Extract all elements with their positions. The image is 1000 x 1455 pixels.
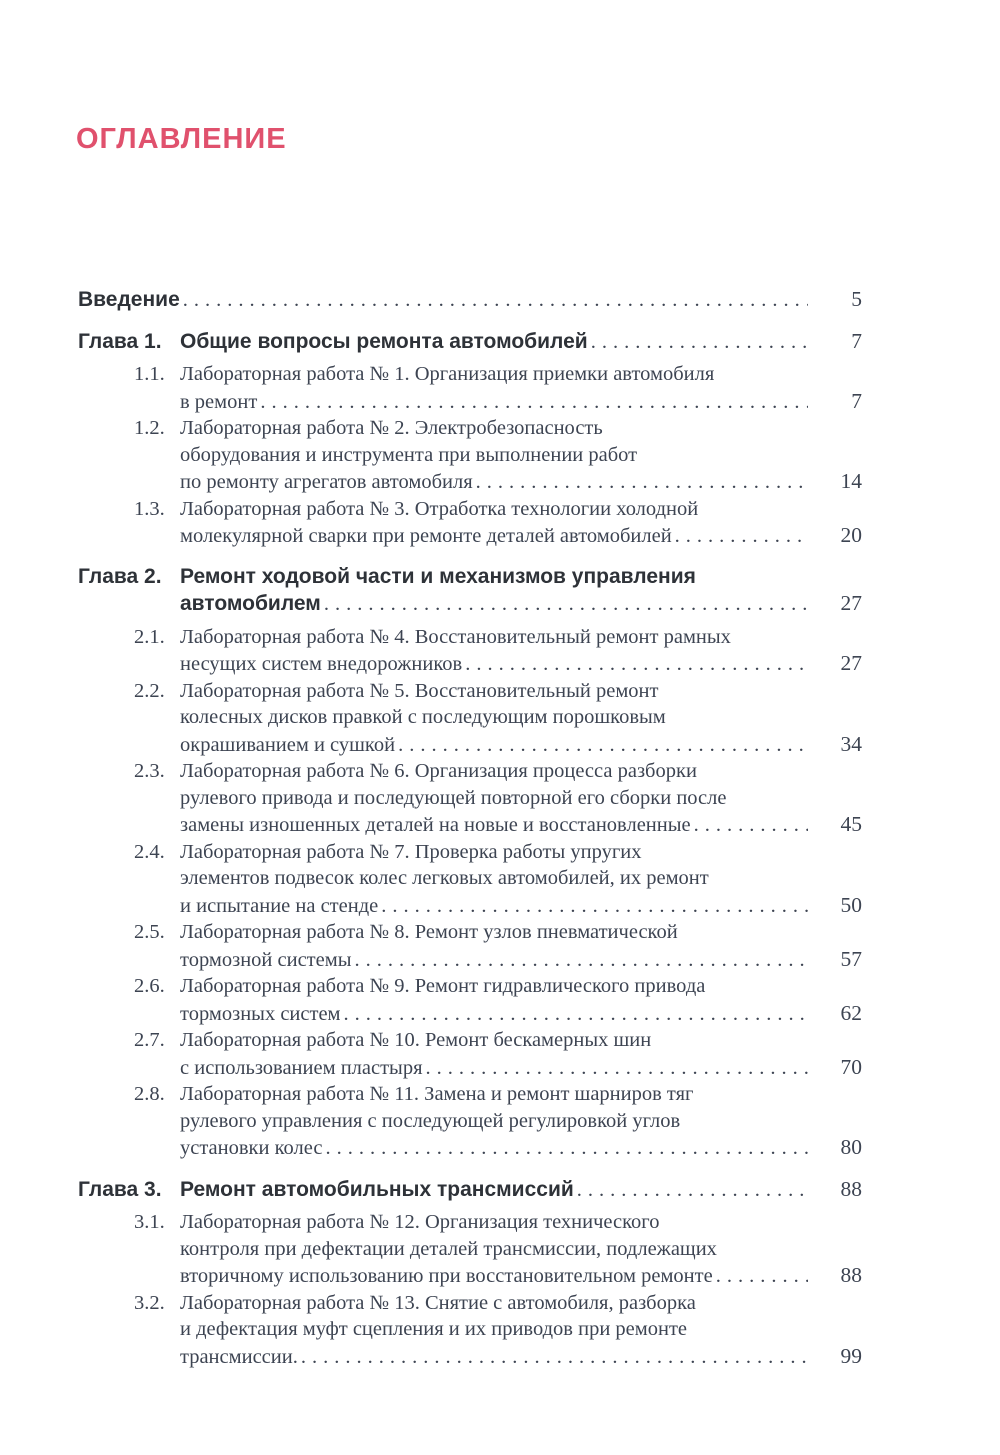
entry-number: 2.4. xyxy=(134,840,165,863)
entry-text: рулевого управления с последующей регулировкой углов xyxy=(180,1109,681,1132)
dot-leader xyxy=(426,1055,808,1082)
dot-leader xyxy=(476,469,808,496)
entry-text: Лабораторная работа № 10. Ремонт бескамерных шин xyxy=(180,1029,652,1051)
dot-leader xyxy=(381,893,808,920)
toc-line xyxy=(78,564,862,591)
entry-number: 2.1. xyxy=(134,625,165,648)
toc-line xyxy=(78,1262,862,1290)
toc-line xyxy=(78,758,862,785)
page-number: 27 xyxy=(840,591,862,615)
toc-line xyxy=(78,388,862,416)
toc-list xyxy=(78,286,862,1370)
toc-line xyxy=(78,678,862,705)
toc-line xyxy=(78,1081,862,1108)
entry-text: контроля при дефектации деталей трансмиссии, подлежащих xyxy=(180,1237,717,1260)
entry-number: 3.2. xyxy=(134,1291,165,1314)
dot-leader xyxy=(591,329,808,356)
entry-number: Глава 2. xyxy=(78,564,162,588)
toc-line xyxy=(78,1027,862,1054)
page-number: 34 xyxy=(840,731,862,756)
entry-number: 1.1. xyxy=(134,363,165,385)
entry-text: тормозных систем xyxy=(180,1002,341,1025)
page-number: 7 xyxy=(851,328,862,353)
entry-text: Лабораторная работа № 11. Замена и ремонт шарниров тяг xyxy=(180,1083,694,1105)
entry-number: 2.3. xyxy=(134,760,165,782)
toc-line xyxy=(78,442,862,469)
entry-number: 2.7. xyxy=(134,1029,165,1051)
toc-line xyxy=(78,811,862,839)
toc-line xyxy=(78,1108,862,1135)
toc-line xyxy=(78,919,862,946)
page-number: 50 xyxy=(840,892,862,917)
entry-text: Лабораторная работа № 2. Электробезопасность xyxy=(180,417,603,439)
page-number: 45 xyxy=(840,812,862,836)
toc-line xyxy=(78,1134,862,1162)
entry-text: вторичному использованию при восстановительном ремонте xyxy=(180,1265,713,1287)
entry-text: и испытание на стенде xyxy=(180,894,379,917)
entry-text: рулевого привода и последующей повторной его сборки после xyxy=(180,786,727,809)
entry-number: 1.2. xyxy=(134,417,165,439)
toc-line xyxy=(78,624,862,651)
entry-number: 2.8. xyxy=(134,1083,165,1105)
entry-text: Лабораторная работа № 8. Ремонт узлов пневматической xyxy=(180,921,678,943)
toc-line xyxy=(78,361,862,388)
toc-line xyxy=(78,892,862,920)
entry-number: 1.3. xyxy=(134,497,165,520)
toc-entry-1 xyxy=(78,328,862,356)
dot-leader xyxy=(694,812,808,839)
toc-line xyxy=(78,839,862,866)
toc-line xyxy=(78,785,862,812)
entry-text: колесных дисков правкой с последующим порошковым xyxy=(180,706,666,728)
dot-leader xyxy=(260,389,808,416)
entry-text: замены изношенных деталей на новые и восстановленные xyxy=(180,814,691,836)
toc-entry-intro xyxy=(78,286,862,314)
toc-entry-22 xyxy=(78,678,862,759)
toc-entry-12 xyxy=(78,415,862,496)
toc-entry-13 xyxy=(78,496,862,550)
dot-leader xyxy=(324,591,808,618)
dot-leader xyxy=(716,1263,808,1290)
toc-line xyxy=(78,1176,862,1204)
dot-leader xyxy=(355,947,809,974)
toc-line xyxy=(78,1000,862,1028)
toc-entry-31 xyxy=(78,1209,862,1290)
page-number: 14 xyxy=(840,469,862,493)
toc-entry-3 xyxy=(78,1176,862,1204)
page-number: 80 xyxy=(840,1135,862,1159)
page-number: 20 xyxy=(840,523,862,547)
dot-leader xyxy=(301,1344,808,1371)
toc-line xyxy=(78,522,862,550)
toc-entry-26 xyxy=(78,973,862,1027)
page-number: 88 xyxy=(840,1176,862,1201)
toc-entry-28 xyxy=(78,1081,862,1162)
entry-text: Ремонт ходовой части и механизмов управления xyxy=(180,564,696,588)
entry-text: Лабораторная работа № 12. Организация технического xyxy=(180,1211,660,1233)
toc-entry-23 xyxy=(78,758,862,839)
toc-line xyxy=(78,1236,862,1263)
toc-line xyxy=(78,1343,862,1371)
dot-leader xyxy=(183,287,808,314)
toc-entry-21 xyxy=(78,624,862,678)
dot-leader xyxy=(465,651,808,678)
entry-text: с использованием пластыря xyxy=(180,1056,423,1079)
dot-leader xyxy=(398,732,808,759)
toc-line xyxy=(78,1054,862,1082)
entry-text: Лабораторная работа № 4. Восстановительный ремонт рамных xyxy=(180,625,731,648)
page-number: 5 xyxy=(851,287,862,311)
entry-number: Глава 1. xyxy=(78,329,162,353)
entry-number: 2.2. xyxy=(134,679,165,702)
entry-text: в ремонт xyxy=(180,390,258,413)
entry-text: Лабораторная работа № 13. Снятие с автомобиля, разборка xyxy=(180,1291,696,1314)
toc-line xyxy=(78,496,862,523)
entry-text: Лабораторная работа № 7. Проверка работы упругих xyxy=(180,840,642,863)
toc-entry-2 xyxy=(78,564,862,618)
toc-line xyxy=(78,590,862,618)
entry-text: несущих систем внедорожников xyxy=(180,653,463,675)
toc-entry-32 xyxy=(78,1290,862,1371)
entry-number: 3.1. xyxy=(134,1211,165,1233)
entry-text: и дефектация муфт сцепления и их приводов при ремонте xyxy=(180,1318,688,1340)
page-title: ОГЛАВЛЕНИЕ xyxy=(76,123,287,156)
toc-line xyxy=(78,286,862,314)
entry-text: Ремонт автомобильных трансмиссий xyxy=(180,1177,574,1201)
entry-text: Общие вопросы ремонта автомобилей xyxy=(180,329,588,353)
entry-text: автомобилем xyxy=(180,592,321,615)
toc-line xyxy=(78,731,862,759)
page-number: 57 xyxy=(840,946,862,971)
dot-leader xyxy=(344,1001,808,1028)
toc-entry-11 xyxy=(78,361,862,415)
toc-line xyxy=(78,1209,862,1236)
entry-text: установки колес xyxy=(180,1137,323,1159)
entry-text: Лабораторная работа № 6. Организация процесса разборки xyxy=(180,760,697,782)
entry-text: Лабораторная работа № 9. Ремонт гидравлического привода xyxy=(180,975,706,997)
toc-entry-27 xyxy=(78,1027,862,1081)
toc-line xyxy=(78,865,862,892)
entry-text: по ремонту агрегатов автомобиля xyxy=(180,471,473,493)
entry-text: тормозной системы xyxy=(180,948,352,971)
page-number: 62 xyxy=(840,1000,862,1025)
entry-text: элементов подвесок колес легковых автомобилей, их ремонт xyxy=(180,867,709,889)
page-number: 7 xyxy=(851,388,862,413)
entry-text: окрашиванием и сушкой xyxy=(180,733,396,756)
dot-leader xyxy=(325,1135,808,1162)
entry-text: трансмиссии. xyxy=(180,1345,298,1368)
toc-line xyxy=(78,1290,862,1317)
entry-text: молекулярной сварки при ремонте деталей автомобилей xyxy=(180,525,672,547)
toc-line xyxy=(78,415,862,442)
entry-text: Введение xyxy=(78,288,180,311)
entry-text: Лабораторная работа № 3. Отработка технологии холодной xyxy=(180,497,699,520)
entry-number: 2.6. xyxy=(134,975,165,997)
page-number: 99 xyxy=(840,1343,862,1368)
toc-entry-25 xyxy=(78,919,862,973)
toc-line xyxy=(78,946,862,974)
entry-text: Лабораторная работа № 1. Организация приемки автомобиля xyxy=(180,363,715,385)
toc-line xyxy=(78,328,862,356)
page-number: 88 xyxy=(840,1263,862,1287)
toc-line xyxy=(78,650,862,678)
page-number: 70 xyxy=(840,1054,862,1079)
entry-text: Лабораторная работа № 5. Восстановительный ремонт xyxy=(180,679,659,702)
toc-line xyxy=(78,468,862,496)
dot-leader xyxy=(675,523,808,550)
toc-entry-24 xyxy=(78,839,862,920)
entry-number: 2.5. xyxy=(134,921,165,943)
toc-line xyxy=(78,704,862,731)
entry-text: оборудования и инструмента при выполнении работ xyxy=(180,443,638,466)
entry-number: Глава 3. xyxy=(78,1177,162,1201)
page-number: 27 xyxy=(840,651,862,675)
toc-line xyxy=(78,1316,862,1343)
dot-leader xyxy=(577,1177,808,1204)
toc-line xyxy=(78,973,862,1000)
